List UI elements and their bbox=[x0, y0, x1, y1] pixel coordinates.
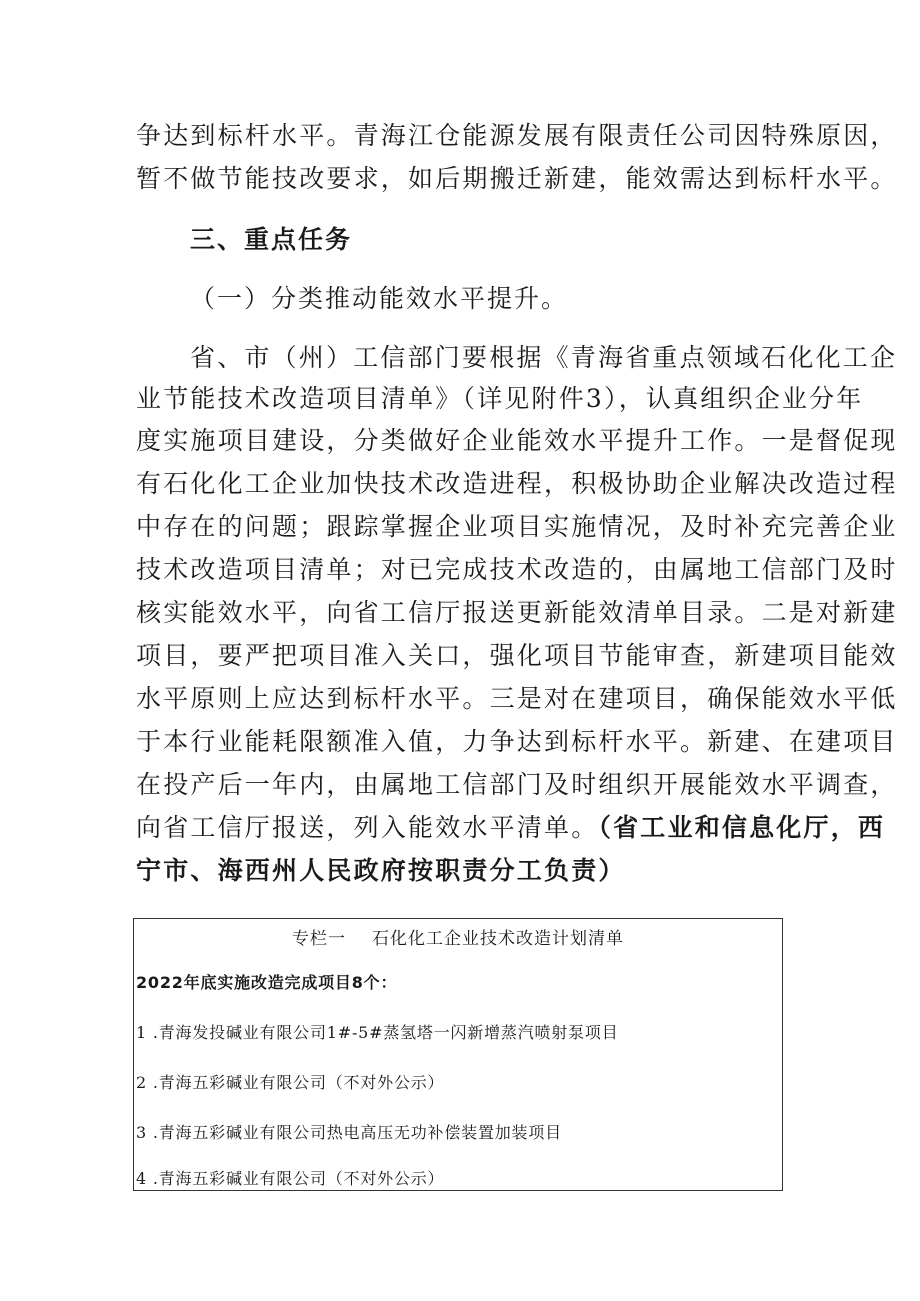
box-column-label: 专栏一 bbox=[292, 929, 346, 949]
subsection-heading: （一）分类推动能效水平提升。 bbox=[190, 284, 569, 313]
box-title-text: 石化化工企业技术改造计划清单 bbox=[372, 929, 624, 949]
box-item-2: 2 .青海五彩碱业有限公司（不对外公示） bbox=[136, 1073, 445, 1092]
responsibility-prefix: （省工业和信息化厅，西 bbox=[598, 813, 886, 842]
paragraph-line-3: 度实施项目建设，分类做好企业能效水平提升工作。一是督促现 bbox=[136, 426, 898, 455]
paragraph-line-7: 核实能效水平，向省工信厅报送更新能效清单目录。二是对新建 bbox=[136, 598, 898, 627]
box-summary: 2022年底实施改造完成项目8个： bbox=[136, 973, 398, 992]
paragraph-line-2: 业节能技术改造项目清单》（详见附件3），认真组织企业分年 bbox=[136, 384, 864, 413]
responsibility-line: 宁市、海西州人民政府按职责分工负责） bbox=[136, 856, 626, 885]
paragraph-line-6: 技术改造项目清单；对已完成技术改造的，由属地工信部门及时 bbox=[136, 555, 898, 584]
paragraph-line-12-normal: 向省工信厅报送，列入能效水平清单。 bbox=[136, 813, 599, 842]
paragraph-line-8: 项目，要严把项目准入关口，强化项目节能审查，新建项目能效 bbox=[136, 641, 898, 670]
paragraph-line-9: 水平原则上应达到标杆水平。三是对在建项目，确保能效水平低 bbox=[136, 684, 898, 713]
box-item-3: 3 .青海五彩碱业有限公司热电高压无功补偿装置加装项目 bbox=[136, 1123, 562, 1142]
project-list-box bbox=[133, 918, 783, 1191]
paragraph-line-11: 在投产后一年内，由属地工信部门及时组织开展能效水平调查， bbox=[136, 770, 898, 799]
paragraph-line-1: 省、市（州）工信部门要根据《青海省重点领域石化化工企 bbox=[190, 343, 898, 372]
paragraph-line-12 bbox=[136, 810, 885, 846]
paragraph-line-10: 于本行业能耗限额准入值，力争达到标杆水平。新建、在建项目 bbox=[136, 727, 898, 756]
box-item-1: 1 .青海发投碱业有限公司1#-5#蒸氢塔一闪新增蒸汽喷射泵项目 bbox=[136, 1023, 619, 1042]
paragraph-line-5: 中存在的问题；跟踪掌握企业项目实施情况，及时补充完善企业 bbox=[136, 512, 898, 541]
intro-line-2: 暂不做节能技改要求，如后期搬迁新建，能效需达到标杆水平。 bbox=[136, 164, 898, 193]
box-title bbox=[134, 927, 782, 951]
paragraph-line-4: 有石化化工企业加快技术改造进程，积极协助企业解决改造过程 bbox=[136, 469, 898, 498]
box-item-4: 4 .青海五彩碱业有限公司（不对外公示） bbox=[136, 1169, 445, 1188]
intro-line-1: 争达到标杆水平。青海江仓能源发展有限责任公司因特殊原因， bbox=[136, 121, 898, 150]
section-heading: 三、重点任务 bbox=[190, 225, 353, 254]
